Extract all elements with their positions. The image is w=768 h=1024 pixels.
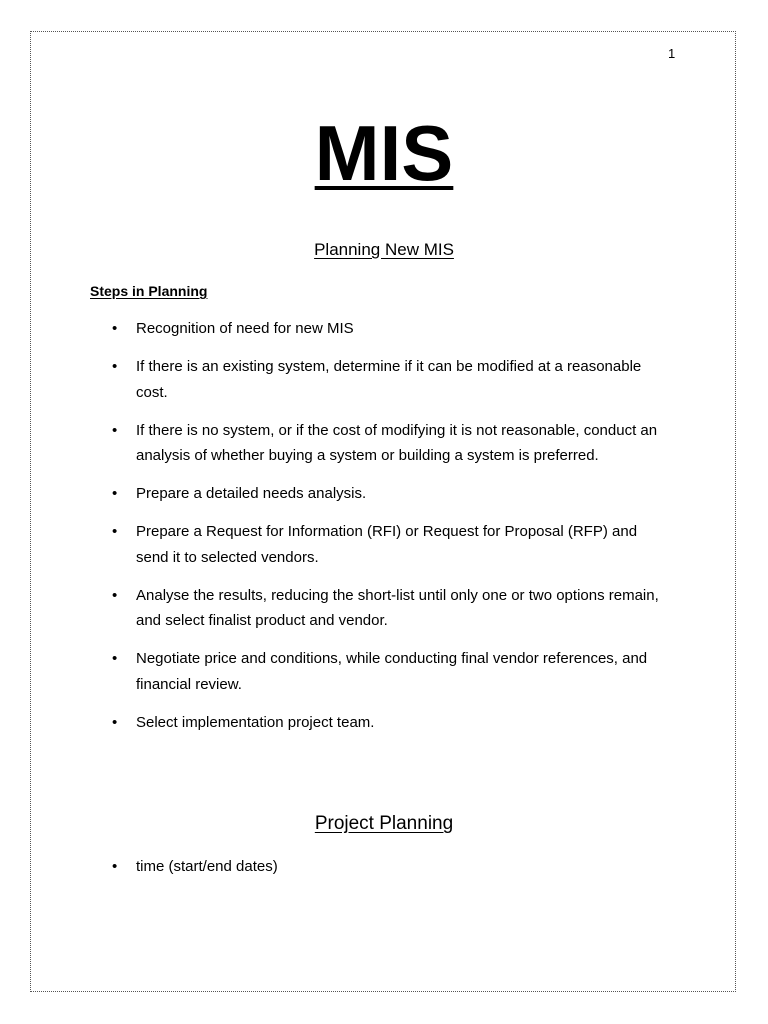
steps-list	[110, 316, 670, 748]
section-heading-planning-new-mis: Planning New MIS	[314, 240, 454, 259]
list-item: • Prepare a detailed needs analysis.	[110, 481, 670, 507]
document-title-text: MIS	[314, 109, 454, 197]
list-item: • If there is no system, or if the cost of modifying it is not reasonable, conduct an analysis of whether buying a system or building a system is preferred.	[110, 418, 670, 469]
list-item: • Prepare a Request for Information (RFI) or Request for Proposal (RFP) and send it to selected vendors.	[110, 519, 670, 570]
list-item: • Analyse the results, reducing the short-list until only one or two options remain, and select finalist product and vendor.	[110, 583, 670, 634]
list-item: • Negotiate price and conditions, while conducting final vendor references, and financial review.	[110, 646, 670, 697]
list-item: • time (start/end dates)	[110, 854, 670, 880]
subheading-steps-in-planning: Steps in Planning	[90, 283, 208, 299]
list-item: • If there is an existing system, determine if it can be modified at a reasonable cost.	[110, 354, 670, 405]
list-item: • Select implementation project team.	[110, 710, 670, 736]
project-planning-list	[110, 854, 670, 892]
list-item: • Recognition of need for new MIS	[110, 316, 670, 342]
page-number: 1	[668, 46, 676, 61]
section-heading-project-planning: Project Planning	[314, 813, 454, 834]
document-title	[0, 108, 768, 198]
